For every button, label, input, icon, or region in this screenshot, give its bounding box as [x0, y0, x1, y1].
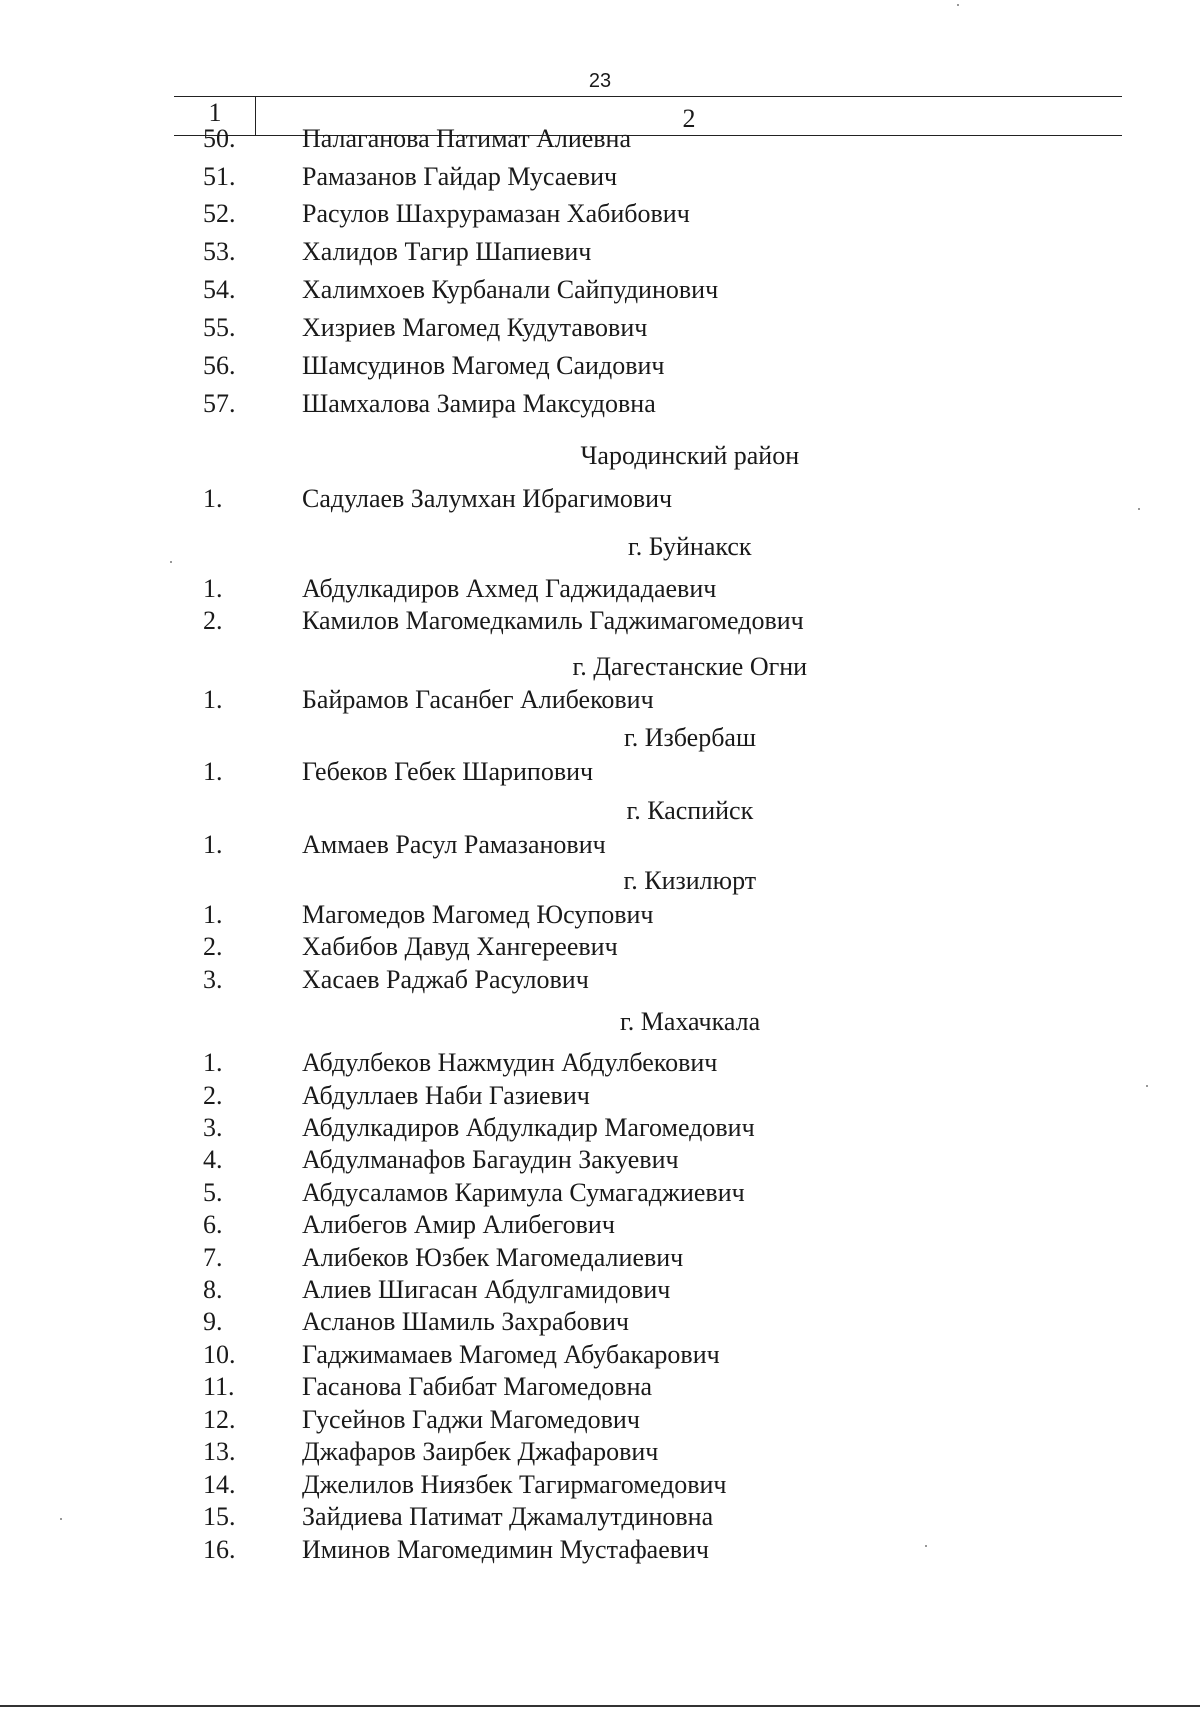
list-item-number: 11. — [203, 1372, 235, 1401]
section-heading: г. Избербаш — [624, 723, 756, 752]
list-item-name: Байрамов Гасанбег Алибекович — [302, 685, 654, 714]
scan-speck — [60, 1518, 62, 1520]
list-item-name: Абдулбеков Нажмудин Абдулбекович — [302, 1048, 718, 1077]
list-item-number: 14. — [203, 1470, 236, 1499]
list-item-number: 8. — [203, 1275, 223, 1304]
list-item-name: Алиев Шигасан Абдулгамидович — [302, 1275, 671, 1304]
list-item-number: 55. — [203, 313, 236, 342]
list-item-number: 1. — [203, 830, 223, 859]
list-item-name: Гаджимамаев Магомед Абубакарович — [302, 1340, 720, 1369]
list-item-number: 1. — [203, 1048, 223, 1077]
list-item-name: Иминов Магомедимин Мустафаевич — [302, 1535, 710, 1564]
list-item-name: Зайдиева Патимат Джамалутдиновна — [302, 1502, 714, 1531]
section-heading: г. Каспийск — [626, 796, 754, 825]
list-item-name: Абдулманафов Багаудин Закуевич — [302, 1145, 679, 1174]
list-item-name: Абдулкадиров Абдулкадир Магомедович — [302, 1113, 755, 1142]
list-item-name: Магомедов Магомед Юсупович — [302, 900, 654, 929]
list-item-number: 12. — [203, 1405, 236, 1434]
section-heading: г. Буйнакск — [628, 532, 752, 561]
list-item-number: 51. — [203, 162, 236, 191]
list-item-name: Абдусаламов Каримула Сумагаджиевич — [302, 1178, 745, 1207]
list-item-name: Палаганова Патимат Алиевна — [302, 124, 632, 153]
list-item-name: Хасаев Раджаб Расулович — [302, 965, 589, 994]
list-item-number: 10. — [203, 1340, 236, 1369]
list-item-name: Расулов Шахрурамазан Хабибович — [302, 199, 690, 228]
list-item-name: Абдулкадиров Ахмед Гаджидадаевич — [302, 574, 717, 603]
list-item-number: 57. — [203, 389, 236, 418]
list-item-name: Аммаев Расул Рамазанович — [302, 830, 606, 859]
list-item-name: Абдуллаев Наби Газиевич — [302, 1081, 590, 1110]
scan-speck — [1146, 1085, 1148, 1087]
section-heading: г. Махачкала — [620, 1007, 761, 1036]
page-number: 23 — [588, 70, 612, 92]
list-item-name: Алибегов Амир Алибегович — [302, 1210, 615, 1239]
list-item-name: Гусейнов Гаджи Магомедович — [302, 1405, 640, 1434]
list-item-number: 15. — [203, 1502, 236, 1531]
list-item-number: 7. — [203, 1243, 223, 1272]
section-heading: г. Кизилюрт — [623, 866, 757, 895]
list-item-number: 9. — [203, 1307, 223, 1336]
list-item-number: 4. — [203, 1145, 223, 1174]
list-item-number: 3. — [203, 965, 223, 994]
list-item-number: 1. — [203, 685, 223, 714]
list-item-number: 2. — [203, 606, 223, 635]
list-item-name: Джелилов Ниязбек Тагирмагомедович — [302, 1470, 727, 1499]
list-item-number: 1. — [203, 484, 223, 513]
list-item-name: Алибеков Юзбек Магомедалиевич — [302, 1243, 684, 1272]
list-item-name: Шамсудинов Магомед Саидович — [302, 351, 665, 380]
list-item-number: 53. — [203, 237, 236, 266]
list-item-name: Хабибов Давуд Хангереевич — [302, 932, 618, 961]
scan-bottom-edge — [0, 1705, 1200, 1707]
list-item-number: 52. — [203, 199, 236, 228]
scan-speck — [170, 561, 172, 563]
list-item-number: 1. — [203, 574, 223, 603]
list-item-number: 50. — [203, 124, 236, 153]
list-item-number: 2. — [203, 932, 223, 961]
list-item-number: 56. — [203, 351, 236, 380]
list-item-number: 2. — [203, 1081, 223, 1110]
list-item-number: 3. — [203, 1113, 223, 1142]
list-item-number: 6. — [203, 1210, 223, 1239]
list-item-name: Халимхоев Курбанали Сайпудинович — [302, 275, 719, 304]
scan-speck — [925, 1545, 927, 1547]
list-item-name: Камилов Магомедкамиль Гаджимагомедович — [302, 606, 804, 635]
list-item-name: Садулаев Залумхан Ибрагимович — [302, 484, 673, 513]
list-item-number: 13. — [203, 1437, 236, 1466]
list-item-name: Рамазанов Гайдар Мусаевич — [302, 162, 618, 191]
list-item-name: Хизриев Магомед Кудутавович — [302, 313, 648, 342]
list-item-name: Гасанова Габибат Магомедовна — [302, 1372, 653, 1401]
scan-speck — [1138, 508, 1140, 510]
list-item-name: Халидов Тагир Шапиевич — [302, 237, 592, 266]
list-item-name: Асланов Шамиль Захрабович — [302, 1307, 629, 1336]
section-heading: Чародинский район — [580, 441, 800, 470]
list-item-name: Джафаров Заирбек Джафарович — [302, 1437, 659, 1466]
list-item-number: 1. — [203, 757, 223, 786]
column-header-2: 2 — [682, 104, 696, 133]
list-item-number: 16. — [203, 1535, 236, 1564]
list-item-name: Гебеков Гебек Шарипович — [302, 757, 594, 786]
section-heading: г. Дагестанские Огни — [572, 652, 808, 681]
list-item-number: 54. — [203, 275, 236, 304]
list-item-number: 1. — [203, 900, 223, 929]
column-header-1: 1 — [208, 98, 222, 127]
list-item-name: Шамхалова Замира Максудовна — [302, 389, 656, 418]
scan-speck — [957, 4, 959, 6]
list-item-number: 5. — [203, 1178, 223, 1207]
